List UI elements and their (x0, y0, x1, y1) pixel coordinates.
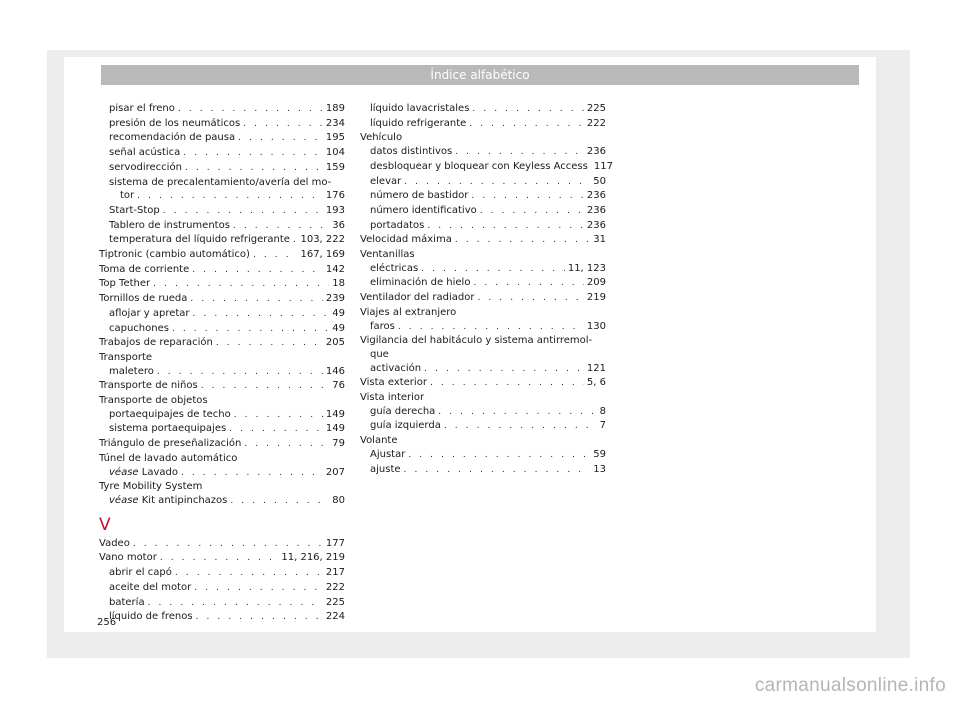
dot-leader (163, 205, 323, 219)
index-entry-pages: 205 (325, 337, 345, 349)
dot-leader (424, 363, 584, 377)
dot-leader (404, 464, 591, 478)
index-entry-pages: 7 (599, 420, 606, 432)
index-heading: Vigilancia del habitáculo y sistema antirremol- (360, 335, 593, 347)
index-entry-label: Trabajos de reparación (99, 337, 213, 349)
index-entry-pages: 142 (325, 263, 345, 275)
index-entry-pages: 11, 216, 219 (281, 552, 345, 564)
see-target: Lavado (141, 466, 178, 478)
index-entry-pages: 176 (325, 190, 345, 202)
index-entry-label: faros (370, 320, 395, 332)
index-entry (99, 336, 345, 351)
index-entry (360, 276, 606, 291)
index-entry-pages: 79 (332, 438, 345, 450)
index-entry-label: Velocidad máxima (360, 234, 452, 246)
index-entry-label: Top Tether (99, 278, 151, 290)
index-entry-pages: 225 (586, 103, 606, 114)
index-entry (99, 189, 345, 204)
index-entry-pages: 224 (325, 611, 345, 623)
index-entry-label: Vano motor (99, 552, 157, 564)
index-entry (360, 204, 606, 219)
index-entry (99, 117, 345, 132)
index-entry-label: activación (370, 362, 422, 374)
index-entry-label: Start-Stop (109, 204, 160, 216)
index-entry-label: Tornillos de rueda (99, 293, 188, 305)
index-entry (99, 161, 345, 176)
see-reference: véase (109, 494, 139, 506)
index-entry-label: Ajustar (370, 448, 406, 460)
index-entry-label: guía derecha (370, 405, 436, 417)
dot-leader (234, 409, 323, 423)
dot-leader (430, 377, 584, 391)
dot-leader (183, 147, 323, 161)
index-entry-label: Transporte de niños (99, 380, 198, 392)
index-entry-label: número identificativo (370, 204, 477, 216)
index-entry-pages: 13 (593, 463, 606, 475)
index-entry (360, 419, 606, 434)
index-entry-label: datos distintivos (370, 146, 453, 158)
index-entry-pages: 195 (325, 132, 345, 144)
index-entry-pages: 222 (586, 117, 606, 129)
index-entry-label: número de bastidor (370, 190, 469, 202)
index-entry (99, 537, 345, 552)
index-entry (99, 379, 345, 394)
index-entry (360, 117, 606, 132)
index-entry-label: batería (109, 596, 145, 608)
index-section-letter: V (99, 514, 111, 535)
see-target: Kit antipinchazos (141, 494, 228, 506)
index-entry (360, 175, 606, 190)
index-entry-pages: 149 (325, 408, 345, 420)
index-entry-pages: 117 (593, 160, 613, 172)
index-heading: Vehículo (360, 132, 403, 144)
index-entry-label: líquido de frenos (109, 611, 193, 623)
index-entry (99, 422, 345, 437)
see-reference: véase (109, 466, 139, 478)
dot-leader (469, 118, 584, 132)
dot-leader (472, 103, 584, 117)
index-heading: Transporte (99, 351, 153, 363)
index-entry (99, 566, 345, 581)
dot-leader (133, 538, 323, 552)
dot-leader (473, 277, 583, 291)
dot-leader (421, 263, 565, 277)
page-header: Índice alfabético (101, 65, 859, 85)
index-entry-label (109, 494, 227, 508)
index-entry (99, 322, 345, 337)
index-entry-pages: 193 (325, 204, 345, 216)
index-entry-label: guía izquierda (370, 420, 441, 432)
index-entry (99, 146, 345, 161)
index-entry (99, 466, 345, 481)
watermark: carmanualsonline.info (754, 675, 946, 696)
index-entry-label: temperatura del líquido refrigerante (109, 234, 290, 246)
dot-leader (137, 190, 323, 204)
index-entry-pages: 76 (332, 380, 345, 392)
index-entry-pages: 219 (586, 292, 606, 304)
dot-leader (148, 597, 323, 611)
index-heading: Volante (360, 435, 398, 447)
index-entry (99, 551, 345, 566)
index-entry-label: líquido lavacristales (370, 103, 470, 114)
index-entry-pages: 234 (325, 117, 345, 129)
index-entry (360, 233, 606, 248)
index-entry-label: sistema portaequipajes (109, 423, 227, 435)
index-entry-label: elevar (370, 175, 402, 187)
dot-leader (175, 567, 323, 581)
index-entry (99, 102, 345, 117)
index-entry-label: capuchones (109, 322, 169, 334)
index-entry-label: portaequipajes de techo (109, 408, 231, 420)
index-entry-pages: 59 (593, 448, 606, 460)
dot-leader (455, 146, 584, 160)
index-entry-label: pisar el freno (109, 103, 175, 114)
index-column-right (360, 102, 613, 477)
index-entry-label (109, 466, 178, 480)
index-entry-pages: 8 (599, 405, 606, 417)
index-heading: sistema de precalentamiento/avería del mo- (109, 176, 332, 188)
dot-leader (193, 308, 330, 322)
index-entry-pages: 236 (586, 190, 606, 202)
dot-leader (185, 162, 323, 176)
index-entry-pages: 167, 169 (300, 249, 345, 261)
index-entry (360, 219, 606, 234)
index-entry-pages: 222 (325, 581, 345, 593)
index-entry-pages: 236 (586, 204, 606, 216)
dot-leader (160, 552, 279, 566)
index-entry-pages: 239 (325, 293, 345, 305)
index-entry-pages: 31 (593, 234, 606, 246)
index-entry (360, 376, 606, 391)
index-entry (360, 160, 613, 175)
index-entry-pages: 217 (325, 567, 345, 579)
dot-leader (230, 495, 329, 509)
index-entry (99, 596, 345, 611)
dot-leader (181, 467, 323, 481)
index-entry-pages: 36 (332, 219, 345, 231)
dot-leader (244, 438, 329, 452)
dot-leader (192, 264, 323, 278)
index-entry-pages: 225 (325, 596, 345, 608)
index-entry (360, 102, 606, 117)
index-entry-label: Toma de corriente (99, 263, 190, 275)
index-entry-label: abrir el capó (109, 567, 172, 579)
index-heading: Túnel de lavado automático (99, 452, 238, 464)
index-entry (99, 248, 345, 263)
dot-leader (477, 292, 583, 306)
index-entry (99, 437, 345, 452)
index-entry-pages: 11, 123 (567, 262, 606, 274)
index-entry (99, 408, 345, 423)
dot-leader (253, 249, 298, 263)
index-entry-pages: 50 (593, 175, 606, 187)
dot-leader (190, 293, 323, 307)
dot-leader (404, 176, 590, 190)
dot-leader (293, 234, 298, 248)
index-entry (99, 131, 345, 146)
index-entry-pages: 146 (325, 365, 345, 377)
index-column-left (99, 102, 345, 625)
index-entry (360, 189, 606, 204)
index-entry (360, 448, 606, 463)
index-entry-label: aceite del motor (109, 581, 192, 593)
index-entry (99, 494, 345, 509)
index-entry-label: maletero (109, 365, 154, 377)
index-entry-label: desbloquear y bloquear con Keyless Access (370, 160, 588, 172)
index-entry (99, 277, 345, 292)
index-entry (360, 362, 606, 377)
index-entry-label: tor (120, 190, 135, 202)
index-entry (99, 610, 345, 625)
index-entry-label: portadatos (370, 219, 425, 231)
index-entry-pages: 80 (332, 494, 345, 506)
index-entry-label: líquido refrigerante (370, 117, 467, 129)
dot-leader (438, 406, 596, 420)
dot-leader (444, 420, 597, 434)
index-entry-pages: 236 (586, 219, 606, 231)
index-entry-pages: 130 (586, 320, 606, 332)
index-entry (360, 405, 606, 420)
dot-leader (238, 132, 323, 146)
index-entry (360, 320, 606, 335)
index-heading: Transporte de objetos (99, 395, 208, 407)
index-entry-label: presión de los neumáticos (109, 117, 241, 129)
dot-leader (178, 103, 323, 117)
index-entry-pages: 49 (332, 322, 345, 334)
index-entry (99, 219, 345, 234)
index-entry-label: Ventilador del radiador (360, 292, 475, 304)
index-heading: que (370, 348, 389, 360)
dot-leader (201, 380, 330, 394)
index-entry-pages: 121 (586, 362, 606, 374)
index-heading: Ventanillas (360, 249, 415, 261)
index-entry (99, 292, 345, 307)
index-entry-pages: 149 (325, 423, 345, 435)
index-entry-label: Tiptronic (cambio automático) (99, 249, 250, 261)
index-heading: Tyre Mobility System (99, 481, 203, 493)
dot-leader (172, 323, 329, 337)
index-entry-pages: 104 (325, 147, 345, 159)
index-entry-label: aflojar y apretar (109, 307, 190, 319)
dot-leader (408, 449, 590, 463)
index-entry-pages: 18 (332, 278, 345, 290)
index-heading: Viajes al extranjero (360, 306, 457, 318)
dot-leader (233, 220, 329, 234)
index-entry (99, 307, 345, 322)
index-entry-pages: 177 (325, 537, 345, 549)
dot-leader (398, 321, 584, 335)
dot-leader (157, 366, 323, 380)
index-entry-pages: 189 (325, 103, 345, 114)
index-entry (99, 263, 345, 278)
dot-leader (229, 423, 323, 437)
index-entry-pages: 103, 222 (300, 234, 345, 246)
index-entry (99, 233, 345, 248)
index-entry (99, 204, 345, 219)
index-entry (99, 581, 345, 596)
index-entry-label: eléctricas (370, 262, 419, 274)
index-entry-pages: 159 (325, 161, 345, 173)
index-entry-label: Triángulo de preseñalización (99, 438, 242, 450)
index-heading: Vista interior (360, 392, 425, 404)
index-entry-label: Tablero de instrumentos (109, 219, 230, 231)
dot-leader (216, 337, 323, 351)
dot-leader (455, 234, 590, 248)
index-entry-pages: 207 (325, 466, 345, 478)
index-entry-label: recomendación de pausa (109, 132, 236, 144)
index-entry-label: señal acústica (109, 147, 181, 159)
index-entry (360, 291, 606, 306)
dot-leader (243, 118, 323, 132)
index-entry-pages: 209 (586, 277, 606, 289)
index-entry-pages: 5, 6 (586, 377, 606, 389)
index-entry-pages: 49 (332, 307, 345, 319)
index-entry (360, 145, 606, 160)
dot-leader (194, 582, 323, 596)
dot-leader (196, 611, 323, 625)
index-entry-label: servodirección (109, 161, 182, 173)
dot-leader (153, 278, 329, 292)
index-entry-label: Vadeo (99, 537, 130, 549)
dot-leader (480, 205, 584, 219)
index-entry-label: eliminación de hielo (370, 277, 471, 289)
index-entry-pages: 236 (586, 146, 606, 158)
index-entry (99, 365, 345, 380)
page-number: 256 (97, 617, 117, 628)
dot-leader (427, 220, 584, 234)
index-entry-label: ajuste (370, 463, 401, 475)
index-entry-label: Vista exterior (360, 377, 427, 389)
index-entry (360, 262, 606, 277)
dot-leader (471, 190, 584, 204)
index-entry (360, 463, 606, 478)
